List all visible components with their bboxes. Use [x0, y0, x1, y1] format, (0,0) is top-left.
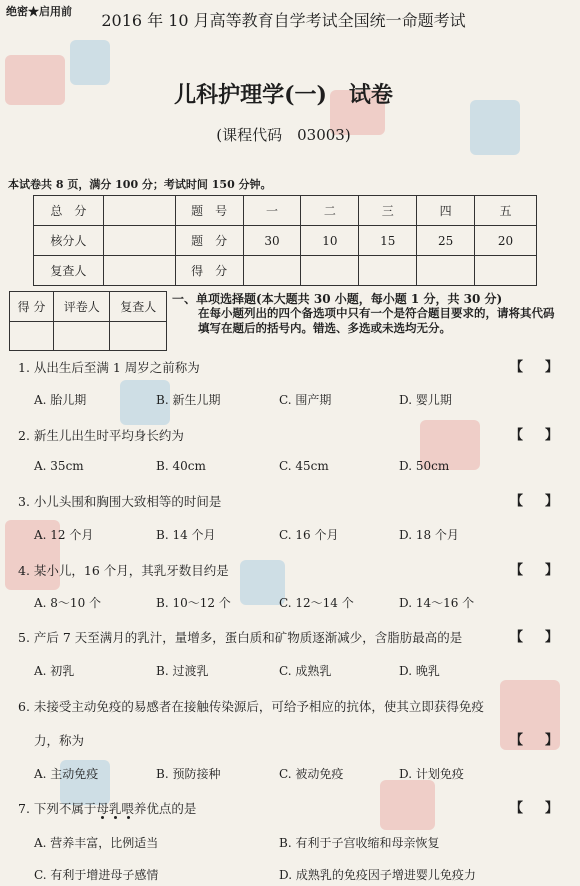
question-option: D. 18 个月: [399, 528, 459, 542]
question-option: A. 初乳: [34, 664, 75, 678]
question-option: A. 胎儿期: [34, 393, 87, 407]
question-stem: 2. 新生儿出生时平均身长约为: [18, 428, 184, 443]
section-title: 一、单项选择题(本大题共 30 小题，每小题 1 分，共 30 分): [172, 292, 503, 306]
question-option: C. 45cm: [279, 459, 329, 473]
answer-bracket: 【】: [510, 801, 580, 816]
answer-bracket: 【】: [510, 428, 580, 443]
question-stem-continued: 力，称为: [34, 733, 85, 748]
grader-cell: [10, 322, 54, 351]
answer-bracket: 【】: [510, 360, 580, 375]
score-table-row: [34, 226, 537, 256]
paper-title: 儿科护理学(一) 试卷: [174, 82, 393, 108]
grader-table: [9, 291, 167, 351]
course-code: (课程代码 03003): [216, 126, 351, 144]
emphasis-dot: [101, 816, 104, 819]
score-cell: 30: [243, 226, 301, 256]
question-option: D. 成熟乳的免疫因子增进婴儿免疫力: [279, 868, 476, 882]
question-stem: 6. 未接受主动免疫的易感者在接触传染源后，可给予相应的抗体，使其立即获得免疫: [18, 699, 484, 714]
score-cell: [301, 256, 359, 286]
answer-bracket: 【】: [510, 733, 580, 748]
question-option: B. 14 个月: [156, 528, 216, 542]
grader-cell: [110, 322, 167, 351]
question-option: C. 被动免疫: [279, 767, 344, 781]
question-option: A. 营养丰富，比例适当: [34, 836, 159, 850]
question-option: C. 12～14 个: [279, 596, 354, 610]
score-cell: 10: [301, 226, 359, 256]
score-cell: 四: [417, 196, 475, 226]
score-cell: [475, 256, 537, 286]
answer-bracket: 【】: [510, 563, 580, 578]
question-option: D. 晚乳: [399, 664, 440, 678]
score-cell: 总 分: [34, 196, 104, 226]
score-cell: 题 分: [175, 226, 243, 256]
question-stem: 4. 某小儿，16 个月，其乳牙数目约是: [18, 563, 229, 578]
question-option: D. 14～16 个: [399, 596, 475, 610]
score-cell: [103, 226, 175, 256]
question-option: D. 50cm: [399, 459, 450, 473]
score-cell: [103, 196, 175, 226]
question-option: B. 新生儿期: [156, 393, 221, 407]
question-option: C. 有利于增进母子感情: [34, 868, 159, 882]
score-cell: 得 分: [175, 256, 243, 286]
score-cell: 五: [475, 196, 537, 226]
question-option: C. 成熟乳: [279, 664, 332, 678]
question-option: B. 有利于子宫收缩和母亲恢复: [279, 836, 440, 850]
score-table: [33, 195, 537, 286]
confidential-label: 绝密★启用前: [6, 5, 72, 18]
question-option: B. 预防接种: [156, 767, 221, 781]
score-cell: [417, 256, 475, 286]
score-cell: 题 号: [175, 196, 243, 226]
question-option: A. 35cm: [34, 459, 84, 473]
grader-cell: [54, 322, 110, 351]
exam-heading: 2016 年 10 月高等教育自学考试全国统一命题考试: [101, 11, 466, 30]
score-cell: 核分人: [34, 226, 104, 256]
grader-header: 得 分: [10, 292, 54, 322]
score-cell: 20: [475, 226, 537, 256]
score-cell: 25: [417, 226, 475, 256]
emphasis-dot: [127, 816, 130, 819]
question-option: D. 婴儿期: [399, 393, 452, 407]
question-stem: 7. 下列不属于母乳喂养优点的是: [18, 801, 197, 816]
score-cell: 二: [301, 196, 359, 226]
score-table-row: [34, 256, 537, 286]
score-cell: 三: [359, 196, 417, 226]
question-option: B. 40cm: [156, 459, 206, 473]
question-option: A. 8～10 个: [34, 596, 102, 610]
question-option: C. 16 个月: [279, 528, 339, 542]
question-option: D. 计划免疫: [399, 767, 464, 781]
grader-header-row: [10, 292, 167, 322]
score-table-row: [34, 196, 537, 226]
question-option: B. 过渡乳: [156, 664, 209, 678]
score-cell: 15: [359, 226, 417, 256]
question-option: A. 12 个月: [34, 528, 94, 542]
watermark-tile: [380, 780, 435, 830]
score-cell: 复查人: [34, 256, 104, 286]
question-option: A. 主动免疫: [34, 767, 99, 781]
question-stem: 1. 从出生后至满 1 周岁之前称为: [18, 360, 200, 375]
score-cell: [103, 256, 175, 286]
question-option: B. 10～12 个: [156, 596, 231, 610]
question-option: C. 围产期: [279, 393, 332, 407]
question-stem: 5. 产后 7 天至满月的乳汁，量增多，蛋白质和矿物质逐渐减少，含脂肪最高的是: [18, 630, 463, 645]
score-cell: [359, 256, 417, 286]
grader-header: 复查人: [110, 292, 167, 322]
answer-bracket: 【】: [510, 630, 580, 645]
section-instructions: 在每小题列出的四个备选项中只有一个是符合题目要求的，请将其代码填写在题后的括号内。错选、多选或未选均无分。: [198, 306, 555, 335]
paper-intro: 本试卷共 8 页，满分 100 分；考试时间 150 分钟。: [8, 178, 272, 191]
grader-blank-row: [10, 322, 167, 351]
question-stem: 3. 小儿头围和胸围大致相等的时间是: [18, 494, 222, 509]
answer-bracket: 【】: [510, 494, 580, 509]
score-cell: 一: [243, 196, 301, 226]
emphasis-dot: [114, 816, 117, 819]
grader-header: 评卷人: [54, 292, 110, 322]
score-cell: [243, 256, 301, 286]
